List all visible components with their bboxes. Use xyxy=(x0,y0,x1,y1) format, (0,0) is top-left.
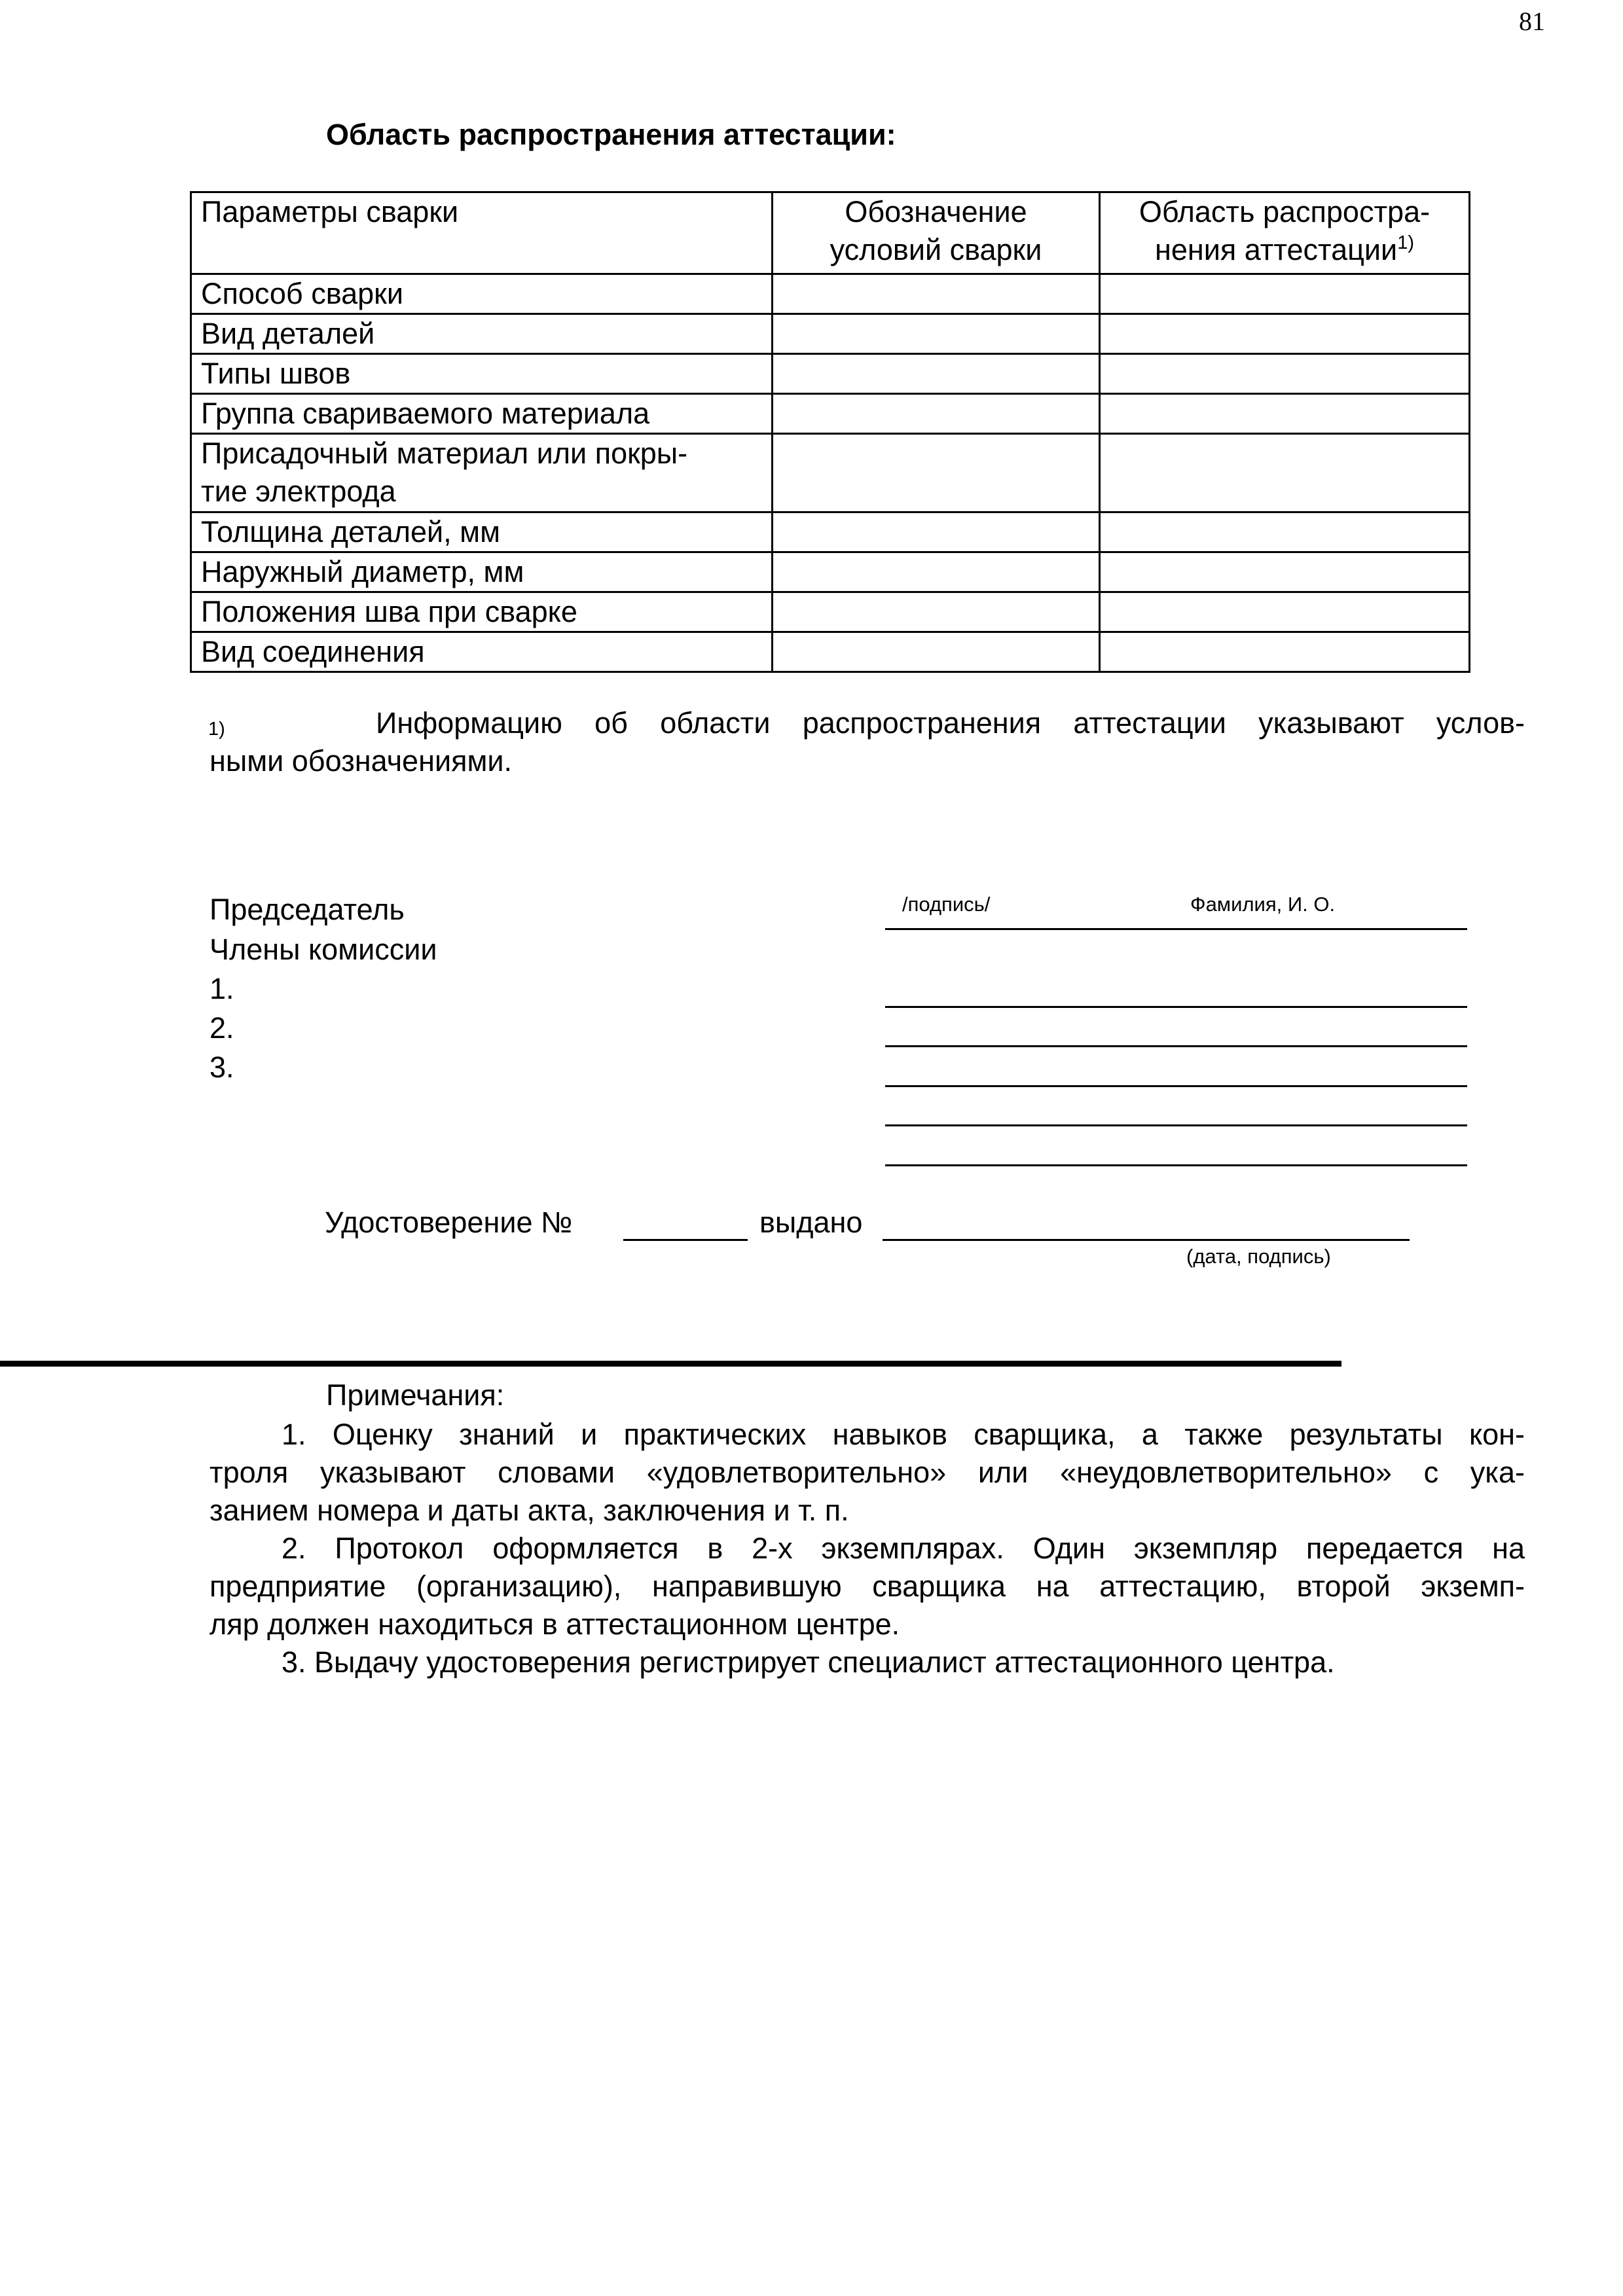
header-welding-conditions-designation: Обозначение условий сварки xyxy=(773,192,1100,274)
signature-line xyxy=(885,928,1467,930)
attestation-scope-table xyxy=(190,191,1470,673)
scope-cell xyxy=(1100,314,1470,354)
parameter-cell: Типы швов xyxy=(191,354,773,394)
note-line: 3. Выдачу удостоверения регистрирует специалист аттестационного центра. xyxy=(282,1645,1335,1679)
note-line: предприятие (организацию), направившую сварщика на аттестацию, второй экземп- xyxy=(210,1570,1525,1603)
certificate-date-signature-line xyxy=(883,1239,1410,1241)
date-signature-caption: (дата, подпись) xyxy=(1186,1245,1331,1268)
signature-line xyxy=(885,1164,1467,1166)
certificate-label: Удостоверение № xyxy=(325,1206,573,1239)
certificate-number-line xyxy=(623,1239,748,1241)
scope-cell xyxy=(1100,592,1470,632)
footnote-marker: 1) xyxy=(208,719,225,740)
table-row xyxy=(191,394,1470,434)
parameter-cell: Положения шва при сварке xyxy=(191,592,773,632)
designation-cell xyxy=(773,354,1100,394)
designation-cell xyxy=(773,632,1100,672)
member-number: 2. xyxy=(210,1011,234,1045)
scope-cell xyxy=(1100,394,1470,434)
scope-cell xyxy=(1100,512,1470,552)
designation-cell xyxy=(773,274,1100,314)
table-header-row xyxy=(191,192,1470,274)
scope-cell xyxy=(1100,552,1470,592)
footnote-reference: 1) xyxy=(1397,232,1414,253)
table-row xyxy=(191,592,1470,632)
separator-rule xyxy=(0,1361,1341,1367)
signature-line xyxy=(885,1124,1467,1126)
parameter-cell: Присадочный материал или покры- тие электрода xyxy=(191,434,773,512)
header-attestation-scope: Область распростра- нения аттестации$^{1)}$ xyxy=(1100,192,1470,274)
table-row xyxy=(191,274,1470,314)
header-welding-parameters: Параметры сварки xyxy=(191,192,773,274)
name-caption: Фамилия, И. О. xyxy=(1190,893,1336,916)
table-row xyxy=(191,354,1470,394)
parameter-cell: Способ сварки xyxy=(191,274,773,314)
footnote-line: Информацию об области распространения аттестации указывают услов- xyxy=(376,706,1525,740)
footnote-line: ными обозначениями. xyxy=(210,744,513,778)
table-row xyxy=(191,314,1470,354)
designation-cell xyxy=(773,552,1100,592)
signature-caption: /подпись/ xyxy=(902,893,991,916)
note-line: 2. Протокол оформляется в 2-х экземплярах. Один экземпляр передается на xyxy=(282,1532,1525,1565)
scope-cell xyxy=(1100,354,1470,394)
signature-line xyxy=(885,1045,1467,1047)
designation-cell xyxy=(773,314,1100,354)
note-line: 1. Оценку знаний и практических навыков сварщика, а также результаты кон- xyxy=(282,1418,1525,1451)
parameter-cell: Вид деталей xyxy=(191,314,773,354)
commission-members-label: Члены комиссии xyxy=(210,933,437,966)
chairman-label: Председатель xyxy=(210,893,405,926)
designation-cell xyxy=(773,394,1100,434)
table-row xyxy=(191,434,1470,512)
parameter-cell: Вид соединения xyxy=(191,632,773,672)
note-line: ляр должен находиться в аттестационном центре. xyxy=(210,1607,900,1641)
designation-cell xyxy=(773,434,1100,512)
certificate-issued-label: выдано xyxy=(759,1206,863,1239)
designation-cell xyxy=(773,592,1100,632)
signature-line xyxy=(885,1085,1467,1087)
scope-cell xyxy=(1100,434,1470,512)
note-line: троля указывают словами «удовлетворительно» или «неудовлетворительно» с ука- xyxy=(210,1456,1525,1489)
scope-cell xyxy=(1100,274,1470,314)
page-number: 81 xyxy=(1519,7,1545,36)
parameter-cell: Толщина деталей, мм xyxy=(191,512,773,552)
scope-cell xyxy=(1100,632,1470,672)
note-line: занием номера и даты акта, заключения и т. п. xyxy=(210,1494,849,1527)
parameter-cell: Группа свариваемого материала xyxy=(191,394,773,434)
designation-cell xyxy=(773,512,1100,552)
parameter-cell: Наружный диаметр, мм xyxy=(191,552,773,592)
notes-heading: Примечания: xyxy=(326,1378,505,1412)
table-row xyxy=(191,552,1470,592)
member-number: 3. xyxy=(210,1050,234,1084)
member-number: 1. xyxy=(210,972,234,1005)
signature-line xyxy=(885,1006,1467,1008)
table-row xyxy=(191,632,1470,672)
section-heading: Область распространения аттестации: xyxy=(326,118,896,151)
table-row xyxy=(191,512,1470,552)
